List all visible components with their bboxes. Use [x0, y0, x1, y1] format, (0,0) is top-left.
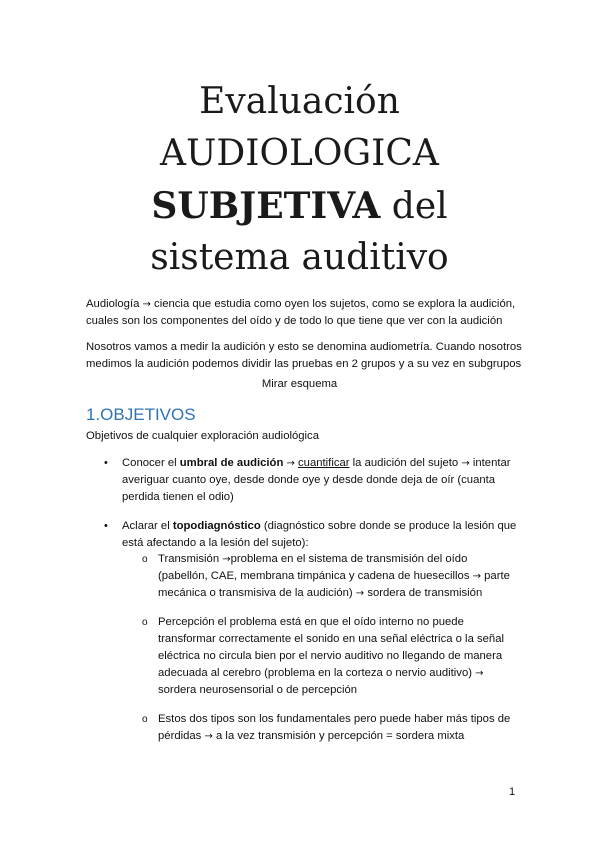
arrow-icon: →	[222, 554, 231, 565]
bullet-icon: •	[104, 457, 108, 469]
bullet-2-text-a: Aclarar el	[122, 520, 173, 532]
subitem-1-line-2-text: (pabellón, CAE, membrana timpánica y cadena de huesecillos	[158, 570, 473, 582]
subitem-2-line-2: transformar correctamente el sonido en una señal eléctrica o la señal	[158, 633, 504, 645]
sub-bullet-icon: o	[142, 617, 148, 628]
bullet-2-line-2: está afectando a la lesión del sujeto):	[122, 537, 309, 549]
subitem-1-text: problema en el sistema de transmisión del oído	[230, 553, 468, 565]
sub-bullet-icon: o	[142, 554, 148, 565]
term-audiologia: Audiología	[86, 298, 143, 310]
subitem-2-line-1: Percepción el problema está en que el oído interno no puede	[158, 616, 464, 628]
arrow-icon: →	[286, 458, 295, 469]
bullet-1-line-2: averiguar cuanto oye, desde donde oye y desde donde deja de oír (cuanta	[122, 474, 496, 486]
mirar-esquema: Mirar esquema	[261, 378, 338, 390]
subitem-3-line-2-text: pérdidas	[158, 730, 205, 742]
title-line-3-rest: del	[380, 186, 448, 227]
subitem-3-line-2	[158, 728, 464, 745]
bullet-1-underlined: cuantificar	[298, 457, 350, 469]
arrow-icon: →	[475, 668, 484, 679]
title-line-3	[0, 182, 599, 231]
intro-paragraph-1-line-2: cuales son los componentes del oído y de todo lo que tiene que ver con la audición	[86, 315, 503, 327]
bullet-2-text-c: (diagnóstico sobre donde se produce la lesión que	[260, 520, 517, 532]
bullet-2-line-1	[122, 518, 516, 535]
subitem-1-line-2-end: parte	[481, 570, 510, 582]
bullet-2-bold-term: topodiagnóstico	[172, 520, 261, 532]
intro-paragraph-2-line-1: Nosotros vamos a medir la audición y esto se denomina audiometría. Cuando nosotros	[86, 341, 522, 353]
definition-text: ciencia que estudia como oyen los sujetos, como se explora la audición,	[150, 298, 516, 310]
title-line-1: Evaluación	[199, 81, 400, 122]
bullet-1-line-1	[122, 455, 511, 472]
bullet-1-text-a: Conocer el	[122, 457, 180, 469]
subitem-1-line-2	[158, 568, 510, 585]
bullet-1-text-e: la audición del sujeto	[349, 457, 462, 469]
arrow-icon: →	[472, 571, 481, 582]
sub-bullet-icon: o	[142, 714, 148, 725]
section-heading: 1.OBJETIVOS	[86, 405, 196, 424]
bullet-1-bold-term: umbral de audición	[179, 457, 284, 469]
subitem-2-line-4	[158, 665, 484, 682]
subitem-2-line-4-text: adecuada al cerebro (problema en la corteza o nervio auditivo)	[158, 667, 476, 679]
title-line-4: sistema auditivo	[150, 237, 449, 278]
intro-paragraph-1-line-1	[86, 296, 526, 313]
subitem-1-term: Transmisión	[158, 553, 223, 565]
subitem-1-line-1	[158, 551, 467, 568]
subitem-1-line-3	[158, 585, 482, 602]
subitem-3-line-1: Estos dos tipos son los fundamentales pero puede haber más tipos de	[158, 713, 511, 725]
bullet-1-line-3: perdida tienen el odio)	[122, 491, 234, 503]
subitem-2-line-3: eléctrica no circula bien por el nervio auditivo no llegando de manera	[158, 650, 503, 662]
section-subtitle: Objetivos de cualquier exploración audiológica	[86, 430, 319, 442]
subitem-1-line-3-text: mecánica o transmisiva de la audición)	[158, 587, 356, 599]
bullet-icon: •	[104, 520, 108, 532]
page-number: 1	[509, 786, 516, 798]
intro-paragraph-2-line-2: medimos la audición podemos dividir las pruebas en 2 grupos y a su vez en subgrupos	[86, 358, 522, 370]
bullet-1-text-f: intentar	[469, 457, 511, 469]
title-bold-word: SUBJETIVA	[151, 185, 381, 227]
subitem-2-line-5: sordera neurosensorial o de percepción	[158, 684, 358, 696]
arrow-icon: →	[461, 458, 470, 469]
title-line-2: AUDIOLOGICA	[160, 133, 439, 174]
arrow-icon: →	[355, 588, 365, 599]
arrow-icon: →	[142, 299, 151, 310]
arrow-icon: →	[204, 731, 213, 742]
subitem-3-line-2-end: a la vez transmisión y percepción = sordera mixta	[212, 730, 465, 742]
subitem-1-line-3-end: sordera de transmisión	[364, 587, 483, 599]
